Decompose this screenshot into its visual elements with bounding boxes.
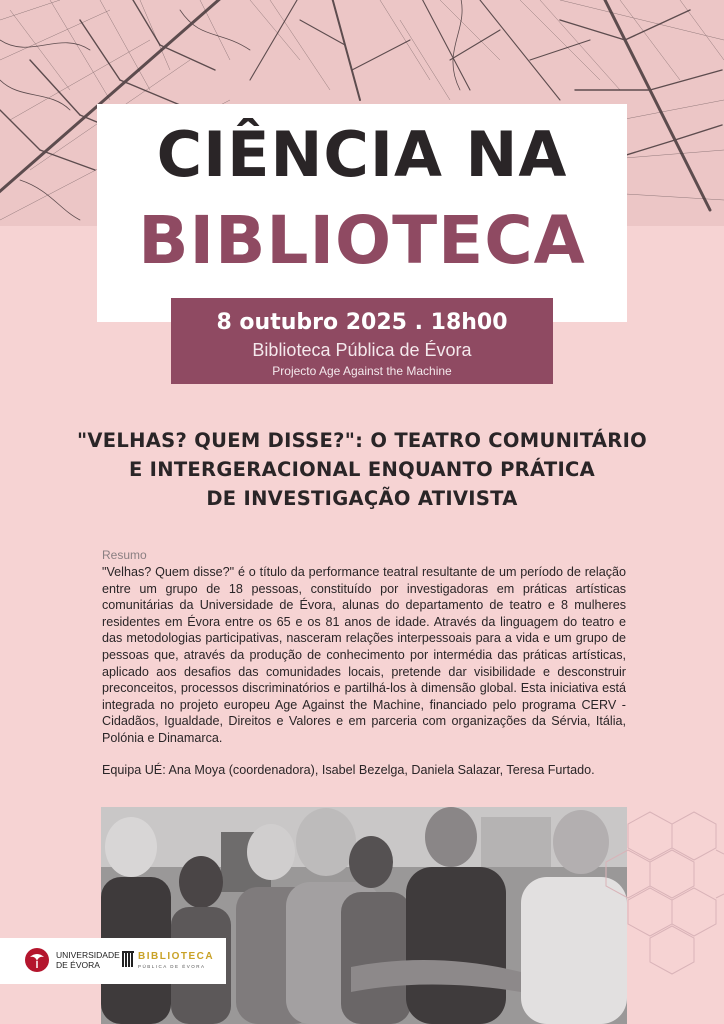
library-logo-icon xyxy=(122,951,136,969)
hexagon-pattern xyxy=(600,810,724,990)
event-venue: Biblioteca Pública de Évora xyxy=(252,340,472,360)
talk-title xyxy=(60,426,664,513)
university-label-line-2: DE ÉVORA xyxy=(56,960,100,970)
university-logo-icon xyxy=(24,947,50,973)
talk-title-line-2: E INTERGERACIONAL ENQUANTO PRÁTICA xyxy=(128,458,596,481)
event-date-time: 8 outubro 2025 . 18h00 xyxy=(216,310,508,335)
group-photo xyxy=(101,807,627,1024)
abstract-text: "Velhas? Quem disse?" é o título da performance teatral resultante de um período de relação entre um grupo de 18 pessoas, constituído por investigadoras em práticas artísticas comunitárias da Universidade de Évora, alunas do departamento de teatro e 8 mulheres residentes em Évora entre os 65 e os 81 anos de idade. Através da linguagem do teatro e das metodologias participativas, nasceram relações interpessoais para a vida e um grupo de pessoas que, através da produção de conhecimento por intermédia das práticas artísticas, aplicado aos desafios das comunidades locais, pretende dar visibilidade e desconstruir preconceitos, processos discriminatórios e partilhá-los à dimensão global. Esta iniciativa está integrada no projeto europeu Age Against the Machine, financiado pelo programa CERV - Cidadãos, Igualdade, Direitos e Valores e em parceria com organizações da Sérvia, Itália, Polónia e Dinamarca. xyxy=(102,565,626,745)
team-credits: Equipa UÉ: Ana Moya (coordenadora), Isabel Bezelga, Daniela Salazar, Teresa Furtado. xyxy=(102,762,595,777)
title-panel xyxy=(97,104,627,322)
talk-title-line-1: "VELHAS? QUEM DISSE?": O TEATRO COMUNITÁRIO xyxy=(76,429,648,452)
university-label-line-1: UNIVERSIDADE xyxy=(56,950,120,960)
abstract-label: Resumo xyxy=(102,548,147,562)
title-line-2: BIBLIOTECA xyxy=(138,202,586,279)
library-sublabel: PÚBLICA DE ÉVORA xyxy=(138,964,206,969)
abstract-section xyxy=(102,548,626,777)
library-label: BIBLIOTECA xyxy=(138,951,215,962)
event-project: Projecto Age Against the Machine xyxy=(272,364,452,378)
logos-bar xyxy=(0,938,226,984)
university-label xyxy=(56,950,120,970)
event-info-box xyxy=(171,298,553,384)
title-line-1: CIÊNCIA NA xyxy=(156,118,568,191)
talk-title-line-3: DE INVESTIGAÇÃO ATIVISTA xyxy=(206,487,518,510)
